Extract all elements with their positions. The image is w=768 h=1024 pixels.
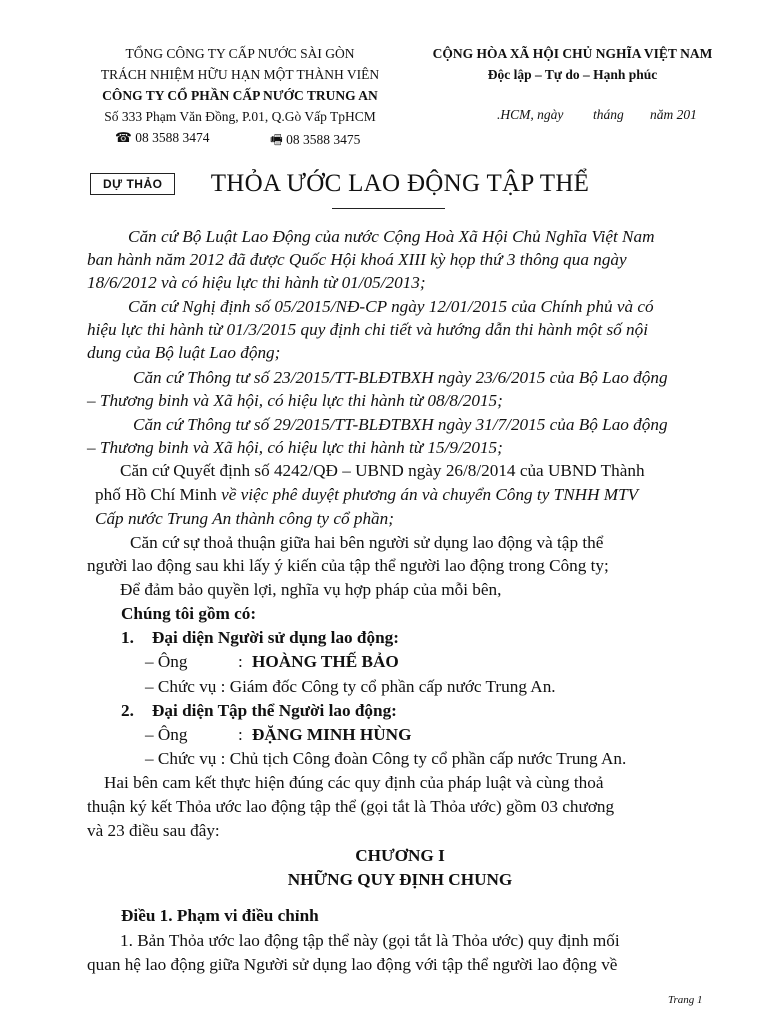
company-address: Số 333 Phạm Văn Đồng, P.01, Q.Gò Vấp TpHCM (104, 109, 376, 124)
agreement-line-1: Căn cứ sự thoả thuận giữa hai bên người sử dụng lao động và tập thể (130, 533, 604, 552)
party-1-name: HOÀNG THẾ BẢO (252, 652, 399, 671)
party-1-number: 1. (121, 628, 134, 647)
commitment-line-1: Hai bên cam kết thực hiện đúng các quy định của pháp luật và cùng thoả (104, 773, 604, 792)
national-motto: Độc lập – Tự do – Hạnh phúc (487, 67, 658, 82)
party-2-role: – Chức vụ : Chủ tịch Công đoàn Công ty cổ phần cấp nước Trung An. (145, 749, 627, 768)
party-1-title: Đại diện Người sử dụng lao động: (152, 628, 399, 647)
basis-line: Căn cứ Thông tư số 23/2015/TT-BLĐTBXH ngày 23/6/2015 của Bộ Lao động (133, 368, 668, 387)
party-1-ong-label: – Ông (145, 652, 188, 671)
basis-line: 18/6/2012 và có hiệu lực thi hành từ 01/05/2013; (87, 273, 426, 292)
decision-line-3: Cấp nước Trung An thành công ty cổ phần; (95, 509, 394, 528)
draft-label: DỰ THẢO (90, 173, 175, 195)
date-month: tháng (593, 107, 624, 122)
date-year: năm 201 (650, 107, 697, 122)
decision-line-2-italic: về việc phê duyệt phương án và chuyển Công ty TNHH MTV (221, 485, 639, 504)
company-name: CÔNG TY CỔ PHẦN CẤP NƯỚC TRUNG AN (102, 88, 378, 103)
party-1-colon: : (238, 652, 243, 671)
basis-line: Căn cứ Nghị định số 05/2015/NĐ-CP ngày 12/01/2015 của Chính phủ và có (128, 297, 654, 316)
org-parent-name: TỔNG CÔNG TY CẤP NƯỚC SÀI GÒN (125, 46, 355, 61)
decision-line-2 (95, 485, 638, 505)
chapter-title: NHỮNG QUY ĐỊNH CHUNG (287, 870, 513, 889)
chapter-label: CHƯƠNG I (355, 846, 445, 865)
agreement-line-3: Để đảm bảo quyền lợi, nghĩa vụ hợp pháp của mỗi bên, (120, 580, 502, 599)
fax-icon: 🖷 (270, 132, 283, 147)
commitment-line-3: và 23 điều sau đây: (87, 821, 220, 840)
party-2-name: ĐẶNG MINH HÙNG (252, 725, 412, 744)
phone-line (115, 130, 209, 146)
document-title: THỎA ƯỚC LAO ĐỘNG TẬP THỂ (210, 170, 590, 197)
org-parent-type: TRÁCH NHIỆM HỮU HẠN MỘT THÀNH VIÊN (100, 67, 380, 82)
basis-line: – Thương binh và Xã hội, có hiệu lực thi hành từ 15/9/2015; (87, 438, 503, 457)
parties-intro: Chúng tôi gồm có: (121, 604, 257, 623)
party-2-colon: : (238, 725, 243, 744)
basis-line: ban hành năm 2012 đã được Quốc Hội khoá XIII kỳ họp thứ 3 thông qua ngày (87, 250, 627, 269)
page-number: Trang 1 (668, 994, 703, 1006)
party-1-role: – Chức vụ : Giám đốc Công ty cổ phần cấp nước Trung An. (145, 677, 556, 696)
decision-line-1: Căn cứ Quyết định số 4242/QĐ – UBND ngày 26/8/2014 của UBND Thành (120, 461, 645, 480)
party-2-number: 2. (121, 701, 134, 720)
basis-line: dung của Bộ luật Lao động; (87, 343, 281, 362)
phone-number: 08 3588 3474 (135, 130, 210, 145)
agreement-line-2: người lao động sau khi lấy ý kiến của tập thể người lao động trong Công ty; (87, 556, 609, 575)
commitment-line-2: thuận ký kết Thỏa ước lao động tập thể (gọi tắt là Thỏa ước) gồm 03 chương (87, 797, 615, 816)
fax-number: 08 3588 3475 (286, 132, 361, 147)
decision-line-2-normal: phố Hồ Chí Minh (95, 485, 222, 504)
article-1-heading: Điều 1. Phạm vi điều chỉnh (121, 906, 319, 925)
basis-line: – Thương binh và Xã hội, có hiệu lực thi hành từ 08/8/2015; (87, 391, 503, 410)
article-1-line-1: 1. Bản Thỏa ước lao động tập thể này (gọi tắt là Thỏa ước) quy định mối (120, 931, 620, 950)
party-2-title: Đại diện Tập thể Người lao động: (152, 701, 397, 720)
basis-line: Căn cứ Thông tư số 29/2015/TT-BLĐTBXH ngày 31/7/2015 của Bộ Lao động (133, 415, 668, 434)
party-2-ong-label: – Ông (145, 725, 188, 744)
basis-line: hiệu lực thi hành từ 01/3/2015 quy định chi tiết và hướng dẫn thi hành một số nội (87, 320, 648, 339)
fax-line (270, 130, 360, 153)
phone-icon: ☎ (115, 130, 132, 145)
article-1-line-2: quan hệ lao động giữa Người sử dụng lao động với tập thể người lao động về (87, 955, 618, 974)
date-place: .HCM, ngày (497, 107, 564, 122)
basis-line: Căn cứ Bộ Luật Lao Động của nước Cộng Hoà Xã Hội Chủ Nghĩa Việt Nam (128, 227, 655, 246)
national-title: CỘNG HÒA XÃ HỘI CHỦ NGHĨA VIỆT NAM (432, 46, 713, 61)
title-underline (332, 208, 445, 209)
